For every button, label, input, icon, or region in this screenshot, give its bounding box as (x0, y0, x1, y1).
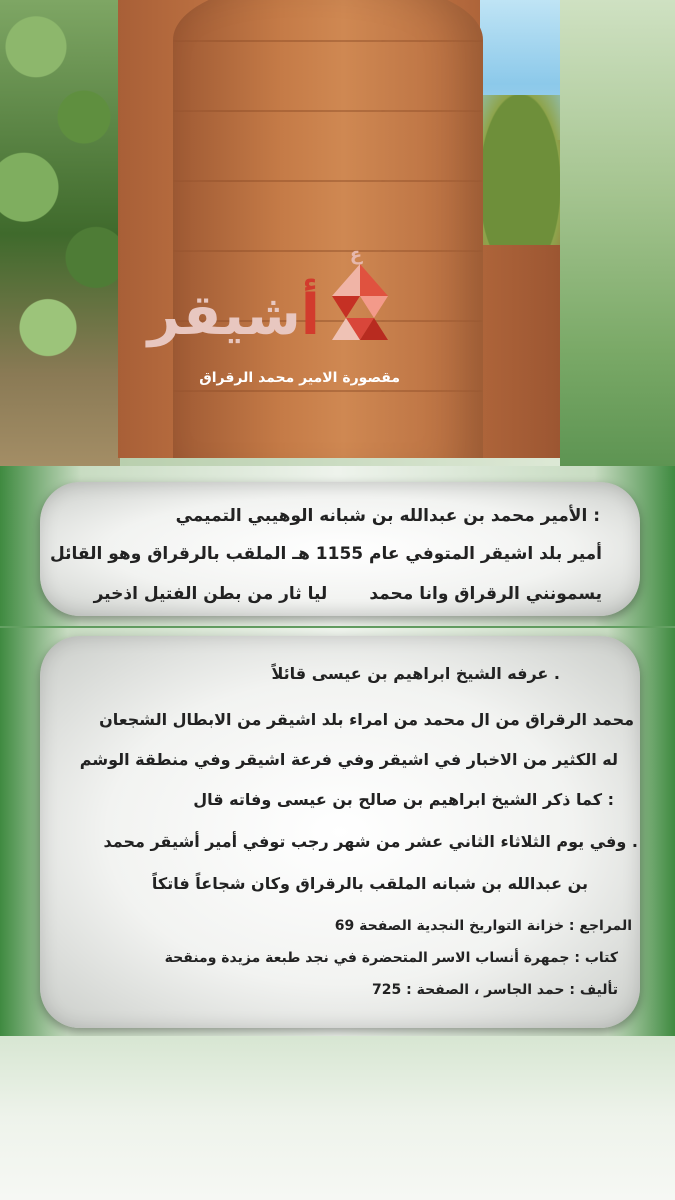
history-card (40, 636, 640, 1028)
tree (480, 95, 560, 245)
cover-photo (0, 0, 675, 468)
reference-line: المراجع : خزانة التواريخ النجدية الصفحة 69 (334, 918, 632, 934)
history-line: . وفي يوم الثلاثاء الثاني عشر من شهر رجب توفي أمير أشيقر محمد (103, 832, 638, 851)
poem-second-hemistich: ليا ثار من بطن الفتيل اذخير (93, 584, 328, 604)
foliage-left (0, 0, 120, 468)
history-line: محمد الرقراق من ال محمد من امراء بلد اشيقر من الابطال الشجعان (99, 710, 634, 729)
bottom-background (0, 1036, 675, 1200)
cover-logo-icon (322, 244, 398, 360)
history-line: بن عبدالله بن شبانه الملقب بالرقراق وكان شجاعاً فاتكاً (151, 874, 588, 893)
history-line: . عرفه الشيخ ابراهيم بن عيسى قائلاً (271, 664, 560, 683)
reference-line: كتاب : جمهرة أنساب الاسر المتحضرة في نجد طبعة مزيدة ومنقحة (164, 950, 618, 966)
card1-band (0, 466, 675, 626)
foliage-right (560, 0, 675, 468)
book-cover (118, 0, 560, 458)
bio-title: : الأمير محمد بن عبدالله بن شبانه الوهيبي التميمي (175, 506, 600, 526)
history-line: : كما ذكر الشيخ ابراهيم بن صالح بن عيسى وفاته قال (193, 790, 614, 809)
bio-card (40, 482, 640, 616)
poem-first-hemistich: يسمونني الرقراق وانا محمد (369, 584, 602, 604)
cover-title-text: شيقر (147, 283, 301, 348)
card2-band (0, 628, 675, 1036)
history-line: له الكثير من الاخبار في اشيقر وفي فرعة اشيقر وفي منطقة الوشم (79, 750, 618, 769)
mud-tower (173, 0, 483, 458)
reference-line: تأليف : حمد الجاسر ، الصفحة : 725 (372, 982, 618, 998)
cover-title (120, 283, 320, 348)
cover-title-accent: أ (300, 283, 320, 348)
poem-line (94, 584, 602, 604)
cover-subtitle: مقصورة الامير محمد الرقراق (199, 370, 400, 386)
bio-line: أمير بلد اشيقر المتوفي عام 1155 هـ الملقب بالرقراق وهو القائل (49, 544, 602, 564)
cover-letter-top: ع (349, 244, 363, 265)
